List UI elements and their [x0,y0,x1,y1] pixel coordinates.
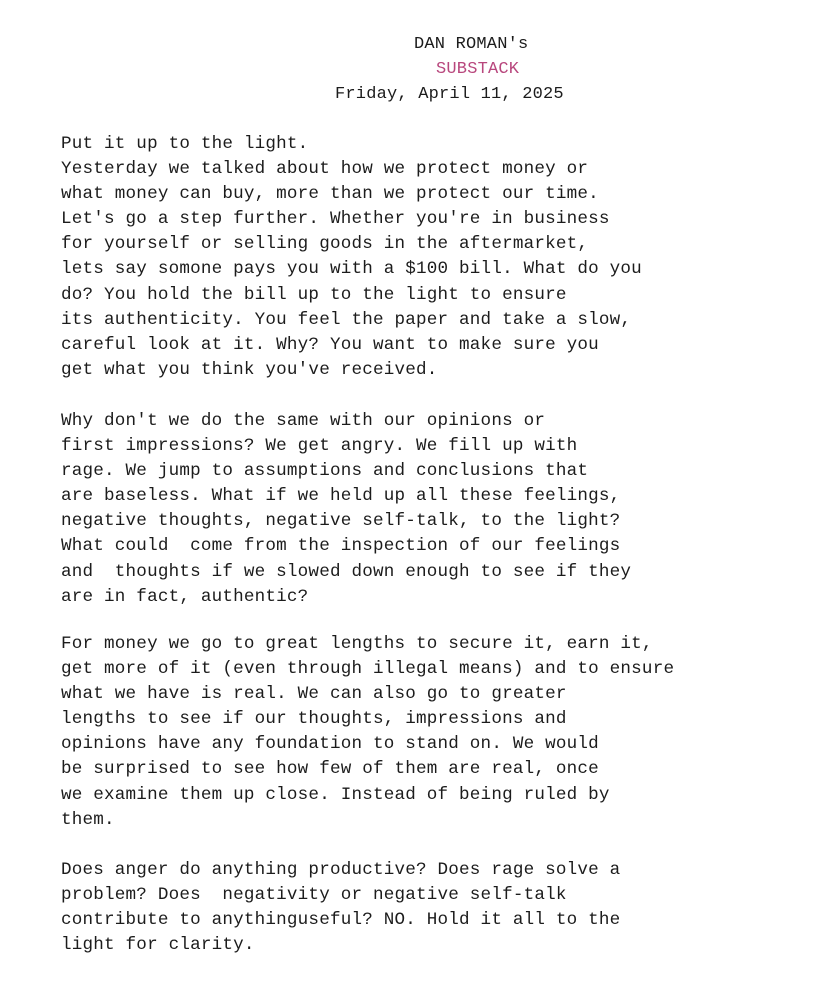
text-line: negative thoughts, negative self-talk, to the light? [61,511,621,532]
text-line: its authenticity. You feel the paper and take a slow, [61,309,632,330]
text-line: rage. We jump to assumptions and conclusions that [61,461,589,482]
paragraph [61,858,620,958]
text-line: first impressions? We get angry. We fill up with [61,436,578,457]
author-heading: DAN ROMAN's [414,35,529,54]
text-line: are baseless. What if we held up all these feelings, [61,486,621,507]
text-line: get more of it (even through illegal means) and to ensure [61,659,675,680]
letter-date: Friday, April 11, 2025 [335,85,564,104]
text-line: careful look at it. Why? You want to make sure you [61,334,599,355]
text-line: we examine them up close. Instead of being ruled by [61,784,610,805]
text-line: are in fact, authentic? [61,586,309,607]
text-line: Let's go a step further. Whether you're in business [61,209,610,230]
text-line: light for clarity. [61,935,255,956]
text-line: What could come from the inspection of our feelings [61,536,621,557]
text-line: Put it up to the light. [61,134,309,154]
text-line: lengths to see if our thoughts, impressions and [61,709,567,730]
text-line: them. [61,809,115,830]
text-line: For money we go to great lengths to secure it, earn it, [61,634,653,654]
publication-name: SUBSTACK [436,60,520,79]
text-line: be surprised to see how few of them are real, once [61,759,599,780]
text-line: opinions have any foundation to stand on. We would [61,734,599,755]
text-line: Does anger do anything productive? Does rage solve a [61,860,621,880]
text-line: Why don't we do the same with our opinions or [61,411,546,431]
text-line: lets say somone pays you with a $100 bill. What do you [61,259,642,280]
paragraph [61,632,674,833]
text-line: for yourself or selling goods in the aftermarket, [61,234,589,255]
text-line: what money can buy, more than we protect our time. [61,184,599,205]
paragraph [61,132,642,383]
text-line: problem? Does negativity or negative self-talk [61,885,567,906]
text-line: what we have is real. We can also go to greater [61,684,567,705]
paragraph [61,409,631,610]
text-line: and thoughts if we slowed down enough to see if they [61,561,632,582]
text-line: do? You hold the bill up to the light to ensure [61,284,567,305]
text-line: get what you think you've received. [61,359,438,380]
text-line: contribute to anythinguseful? NO. Hold it all to the [61,910,621,931]
text-line: Yesterday we talked about how we protect money or [61,159,589,180]
